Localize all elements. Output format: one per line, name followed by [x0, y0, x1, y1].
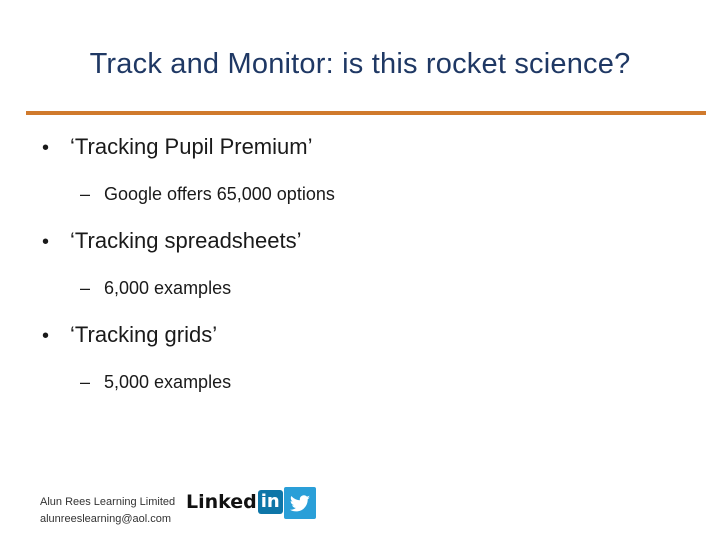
- contact-email[interactable]: alunreeslearning@aol.com: [40, 513, 172, 525]
- sub-bullet-text: Google offers 65,000 options: [104, 184, 335, 204]
- bullet-text: ‘Tracking spreadsheets’: [70, 228, 302, 253]
- bullet-text: ‘Tracking Pupil Premium’: [70, 134, 313, 159]
- bullet-marker: •: [42, 231, 50, 253]
- linkedin-wordmark: Linked: [186, 491, 257, 513]
- bullet-list: [42, 134, 702, 416]
- sub-bullet-item: [80, 278, 702, 304]
- bullet-marker: •: [42, 137, 50, 159]
- linkedin-in-box: in: [258, 490, 283, 514]
- company-name: Alun Rees Learning Limited: [40, 496, 176, 508]
- twitter-bird-icon: [284, 487, 316, 519]
- sub-bullet-marker: –: [80, 372, 91, 392]
- sub-bullet-item: [80, 372, 702, 398]
- bullet-text: ‘Tracking grids’: [70, 322, 218, 347]
- twitter-icon[interactable]: [284, 487, 316, 519]
- sub-bullet-item: [80, 184, 702, 210]
- slide-title: Track and Monitor: is this rocket science?: [89, 48, 631, 80]
- linkedin-icon[interactable]: [186, 490, 283, 514]
- sub-bullet-text: 6,000 examples: [104, 278, 232, 298]
- sub-bullet-marker: –: [80, 278, 91, 298]
- sub-bullet-text: 5,000 examples: [104, 372, 232, 392]
- sub-bullet-marker: –: [80, 184, 91, 204]
- bullet-marker: •: [42, 325, 50, 347]
- bullet-item: [42, 322, 702, 352]
- footer-contact: [40, 494, 175, 528]
- bullet-item: [42, 134, 702, 164]
- title-divider: [26, 111, 706, 115]
- bullet-item: [42, 228, 702, 258]
